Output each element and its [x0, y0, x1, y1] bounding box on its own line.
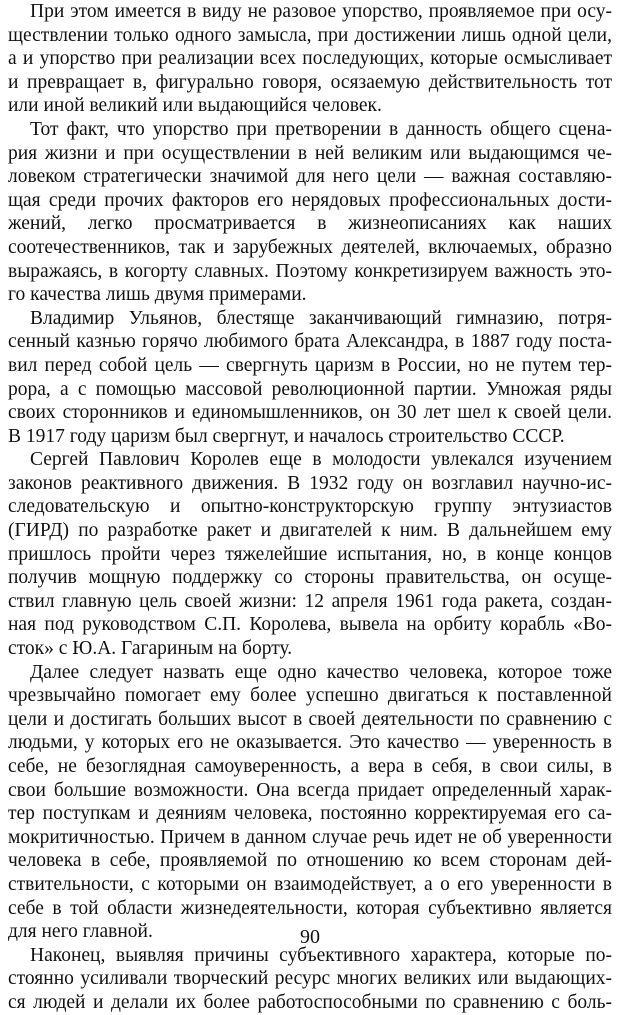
text-line: для него главной. — [8, 921, 153, 943]
text-line: тер поступкам и деяниям человека, постоянно корректируемая его са- — [8, 803, 612, 825]
text-line: своих сторонников и единомышленников, он 30 лет шел к своей цели. — [8, 402, 612, 424]
text-line: рия жизни и при осуществлении в ней великим или выдающимся че- — [8, 142, 612, 164]
text-line: человека в себе, проявляемой по отношению ко всем сторонам дей- — [8, 850, 612, 872]
text-line: При этом имеется в виду не разовое упорство, проявляемое при осу- — [30, 1, 612, 22]
text-line: соотечественников, так и зарубежных деятелей, включаемых, образно — [8, 236, 612, 258]
text-line: пришлось пройти через тяжелейшие испытания, но, в конце концов — [8, 543, 612, 565]
text-line: (ГИРД) по разработке ракет и двигателей к ним. В дальнейшем ему — [8, 520, 612, 542]
paragraph — [8, 448, 612, 660]
text-line: сток» с Ю.А. Гагариным на борту. — [8, 638, 293, 660]
text-line: Далее следует назвать еще одно качество человека, которое тоже — [30, 661, 612, 683]
paragraph — [8, 0, 612, 118]
page-number: 90 — [300, 926, 320, 948]
text-line: Наконец, выявляя причины субъективного характера, которые по- — [30, 944, 612, 966]
text-line: свои большие возможности. Она всегда придает определенный харак- — [8, 779, 612, 801]
text-line: стоянно усиливали творческий ресурс многих великих или выдающих- — [8, 968, 612, 990]
text-line: чрезвычайно помогает ему более успешно двигаться к поставленной — [8, 685, 612, 707]
text-line: Тот факт, что упорство при претворении в данность общего сцена- — [30, 118, 612, 140]
text-line: а и упорство при реализации всех последующих, которые осмысливает — [8, 48, 612, 70]
text-line: ловеком стратегически значимой для него цели — важная составляю- — [8, 166, 612, 188]
text-line: цели и достигать больших высот в своей деятельности по сравнению с — [8, 708, 612, 730]
text-line: ствил главную цель своей жизни: 12 апреля 1961 года ракета, создан- — [8, 590, 612, 612]
text-body — [8, 0, 612, 1015]
paragraph — [8, 944, 612, 1015]
text-line: вил перед собой цель — свергнуть царизм в России, но не путем тер- — [8, 354, 612, 376]
text-line: сенный казнью горячо любимого брата Александра, в 1887 году поста- — [8, 331, 612, 353]
paragraph — [8, 661, 612, 944]
text-line: ществлении только одного замысла, при достижении лишь одной цели, — [8, 24, 612, 46]
text-line: Владимир Ульянов, блестяще заканчивающий гимназию, потря- — [30, 307, 612, 329]
text-line: законов реактивного движения. В 1932 году он возглавил научно-ис- — [8, 472, 612, 494]
text-line: мокритичностью. Причем в данном случае речь идет не об уверенности — [8, 826, 612, 848]
paragraph — [8, 118, 612, 307]
text-line: людьми, у которых его не оказывается. Это качество — уверенность в — [8, 732, 612, 754]
text-line: получив мощную поддержку со стороны правительства, он осуще- — [8, 567, 612, 589]
text-line: следовательскую и опытно-конструкторскую группу энтузиастов — [8, 496, 612, 518]
text-line: выражаясь, в когорту славных. Поэтому конкретизируем важность это- — [8, 260, 612, 282]
paragraph — [8, 307, 612, 449]
text-line: В 1917 году царизм был свергнут, и началось строительство СССР. — [8, 425, 565, 447]
text-line: рора, а с помощью массовой революционной партии. Умножая ряды — [8, 378, 612, 400]
text-line: щая среди прочих факторов его нерядовых профессиональных дости- — [8, 189, 612, 211]
text-line: себе в той области жизнедеятельности, которая субъективно является — [8, 897, 612, 919]
text-line: го качества лишь двумя примерами. — [8, 284, 307, 306]
text-line: ся людей и делали их более работоспособными по сравнению с боль- — [8, 991, 612, 1013]
text-line: жений, легко просматривается в жизнеописаниях как наших — [8, 213, 612, 235]
text-line: себе, не безоглядная самоуверенность, а вера в себя, в свои силы, в — [8, 756, 612, 777]
text-line: или иной великий или выдающийся человек. — [8, 95, 382, 117]
text-line: Сергей Павлович Королев еще в молодости увлекался изучением — [30, 449, 612, 471]
text-line: и превращает в, фигурально говоря, осязаемую действительность тот — [8, 71, 612, 93]
text-line: ная под руководством С.П. Королева, вывела на орбиту корабль «Во- — [8, 614, 612, 636]
text-line: ствительности, с которыми он взаимодействует, а о его уверенности в — [8, 873, 612, 895]
